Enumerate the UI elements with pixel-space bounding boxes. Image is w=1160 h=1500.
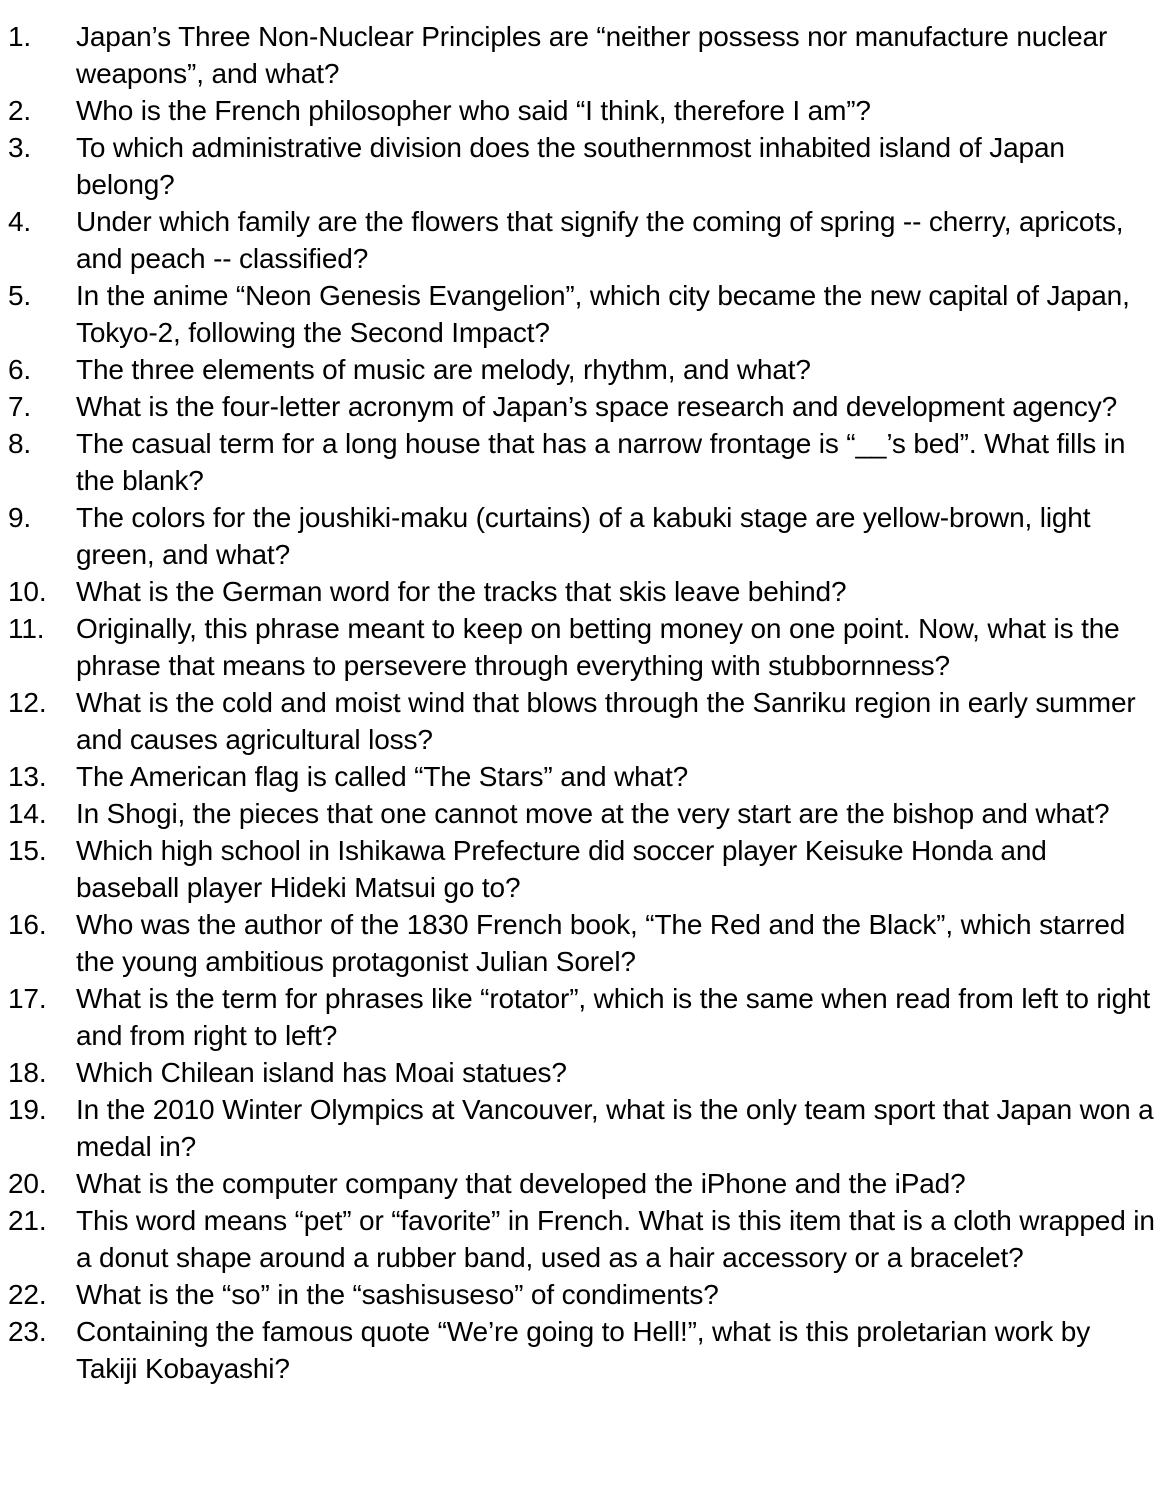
- question-item: [0, 1165, 1160, 1202]
- question-text: What is the cold and moist wind that blows through the Sanriku region in early summer and causes agricultural loss?: [76, 687, 1136, 755]
- question-number: 16.: [8, 909, 47, 940]
- question-item: [0, 1091, 1160, 1165]
- question-text: Japan’s Three Non-Nuclear Principles are “neither possess nor manufacture nuclear weapons”, and what?: [76, 21, 1108, 89]
- question-item: [0, 277, 1160, 351]
- question-item: [0, 388, 1160, 425]
- question-item: [0, 203, 1160, 277]
- question-item: [0, 1276, 1160, 1313]
- question-item: [0, 1054, 1160, 1091]
- question-number: 7.: [8, 391, 32, 422]
- question-item: [0, 351, 1160, 388]
- question-number: 18.: [8, 1057, 47, 1088]
- question-text: In the 2010 Winter Olympics at Vancouver, what is the only team sport that Japan won a medal in?: [76, 1094, 1154, 1162]
- question-item: [0, 499, 1160, 573]
- question-item: [0, 758, 1160, 795]
- question-text: What is the four-letter acronym of Japan’s space research and development agency?: [76, 391, 1118, 422]
- question-number: 4.: [8, 206, 32, 237]
- question-item: [0, 1313, 1160, 1387]
- question-item: [0, 92, 1160, 129]
- question-text: Who was the author of the 1830 French book, “The Red and the Black”, which starred the young ambitious protagonist Julian Sorel?: [76, 909, 1126, 977]
- question-text: Which Chilean island has Moai statues?: [76, 1057, 567, 1088]
- question-number: 19.: [8, 1094, 47, 1125]
- question-number: 14.: [8, 798, 47, 829]
- question-number: 20.: [8, 1168, 47, 1199]
- question-number: 11.: [8, 613, 45, 644]
- question-item: [0, 425, 1160, 499]
- question-text: Which high school in Ishikawa Prefecture did soccer player Keisuke Honda and baseball player Hideki Matsui go to?: [76, 835, 1047, 903]
- question-number: 2.: [8, 95, 32, 126]
- question-item: [0, 795, 1160, 832]
- question-list: [0, 18, 1160, 1387]
- question-text: Originally, this phrase meant to keep on betting money on one point. Now, what is the phrase that means to persevere through everything with stubbornness?: [76, 613, 1120, 681]
- question-text: What is the term for phrases like “rotator”, which is the same when read from left to right and from right to left?: [76, 983, 1151, 1051]
- question-text: Under which family are the flowers that signify the coming of spring -- cherry, apricots, and peach -- classified?: [76, 206, 1124, 274]
- question-item: [0, 1202, 1160, 1276]
- question-item: [0, 906, 1160, 980]
- question-item: [0, 684, 1160, 758]
- question-text: What is the computer company that developed the iPhone and the iPad?: [76, 1168, 966, 1199]
- question-item: [0, 610, 1160, 684]
- question-text: In Shogi, the pieces that one cannot move at the very start are the bishop and what?: [76, 798, 1110, 829]
- question-number: 10.: [8, 576, 47, 607]
- question-item: [0, 129, 1160, 203]
- question-number: 6.: [8, 354, 32, 385]
- question-text: The casual term for a long house that has a narrow frontage is “__’s bed”. What fills in the blank?: [76, 428, 1126, 496]
- question-number: 13.: [8, 761, 47, 792]
- question-number: 23.: [8, 1316, 47, 1347]
- question-number: 1.: [8, 21, 32, 52]
- question-text: The colors for the joushiki-maku (curtains) of a kabuki stage are yellow-brown, light green, and what?: [76, 502, 1091, 570]
- question-text: In the anime “Neon Genesis Evangelion”, which city became the new capital of Japan, Tokyo-2, following the Second Impact?: [76, 280, 1130, 348]
- question-number: 3.: [8, 132, 32, 163]
- question-item: [0, 18, 1160, 92]
- question-text: What is the German word for the tracks that skis leave behind?: [76, 576, 847, 607]
- question-text: Containing the famous quote “We’re going to Hell!”, what is this proletarian work by Takiji Kobayashi?: [76, 1316, 1091, 1384]
- question-number: 17.: [8, 983, 47, 1014]
- question-item: [0, 832, 1160, 906]
- question-number: 15.: [8, 835, 47, 866]
- question-item: [0, 573, 1160, 610]
- question-number: 21.: [8, 1205, 47, 1236]
- question-text: The three elements of music are melody, rhythm, and what?: [76, 354, 811, 385]
- question-item: [0, 980, 1160, 1054]
- question-number: 8.: [8, 428, 32, 459]
- question-text: What is the “so” in the “sashisuseso” of condiments?: [76, 1279, 719, 1310]
- question-text: The American flag is called “The Stars” and what?: [76, 761, 689, 792]
- question-number: 5.: [8, 280, 32, 311]
- question-number: 12.: [8, 687, 47, 718]
- question-text: To which administrative division does the southernmost inhabited island of Japan belong?: [76, 132, 1065, 200]
- question-text: Who is the French philosopher who said “I think, therefore I am”?: [76, 95, 871, 126]
- question-number: 9.: [8, 502, 32, 533]
- question-number: 22.: [8, 1279, 47, 1310]
- question-text: This word means “pet” or “favorite” in French. What is this item that is a cloth wrapped in a donut shape around a rubber band, used as a hair accessory or a bracelet?: [76, 1205, 1155, 1273]
